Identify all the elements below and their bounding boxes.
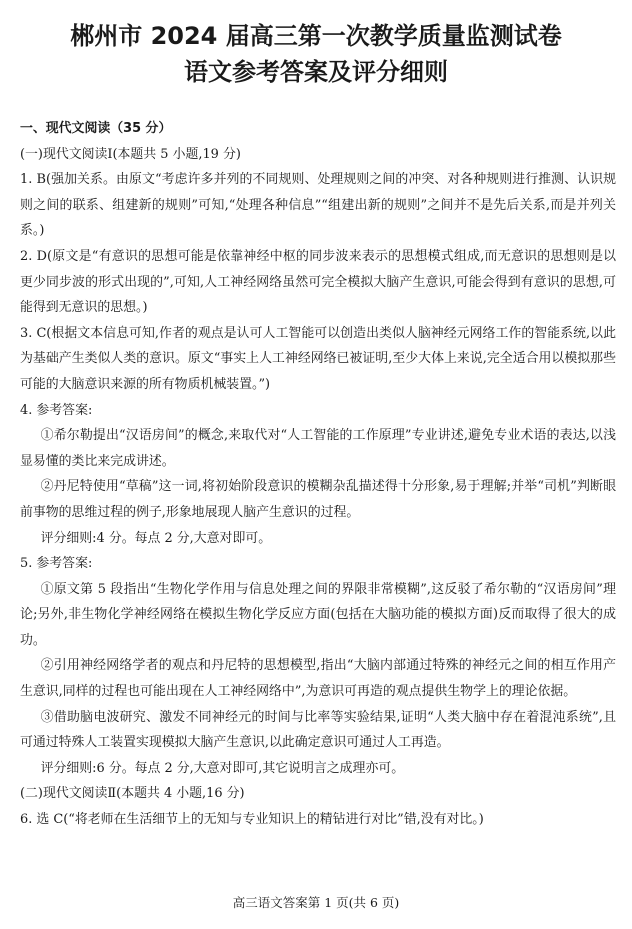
section-heading-modern-reading: 一、现代文阅读（35 分）	[20, 121, 172, 136]
answer-q5-point-3: ③借助脑电波研究、激发不同神经元的时间与比率等实验结果,证明“人类大脑中存在着混沌系统”,且可通过特殊人工装置实现模拟大脑产生意识,以此确定意识可通过人工再造。	[20, 709, 616, 751]
answer-q3: 3. C(根据文本信息可知,作者的观点是认可人工智能可以创造出类似人脑神经元网络工作的智能系统,以此为基础产生类似人类的意识。原文“事实上人工神经网络已被证明,至少大体上来说,完全适合用以模拟那些可能的大脑意识来源的所有物质机械装置。”)	[20, 325, 616, 392]
answer-q4-scoring: 评分细则:4 分。每点 2 分,大意对即可。	[40, 530, 272, 546]
subsection-heading-reading-2: (二)现代文阅读Ⅱ(本题共 4 小题,16 分)	[20, 786, 245, 802]
answer-q2: 2. D(原文是“有意识的思想可能是依靠神经中枢的同步波来表示的思想模式组成,而无意识的思想则是以更少同步波的形式出现的”,可知,人工神经网络虽然可完全模拟大脑产生意识,可能会得到有意识的思想,可能得到无意识的思想。)	[20, 248, 616, 316]
answer-q5-point-1: ①原文第 5 段指出“生物化学作用与信息处理之间的界限非常模糊”,这反驳了希尔勒的“汉语房间”理论;另外,非生物化学神经网络在模拟生物化学反应方面(包括在大脑功能的模拟方面)反而取得了很大的成功。	[20, 581, 616, 648]
answer-q5-scoring: 评分细则:6 分。每点 2 分,大意对即可,其它说明言之成理亦可。	[40, 760, 405, 776]
subsection-heading-reading-1: (一)现代文阅读Ⅰ(本题共 5 小题,19 分)	[20, 146, 241, 162]
answer-body	[20, 116, 616, 833]
document-title: 郴州市 2024 届高三第一次教学质量监测试卷	[70, 22, 562, 50]
answer-q1: 1. B(强加关系。由原文“考虑许多并列的不同规则、处理规则之间的冲突、对各种规则进行推测、认识规则之间的联系、组建新的规则”可知,“处理各种信息”“组建出新的规则”之间并不是先后关系,而是并列关系。)	[20, 172, 616, 239]
answer-q5-heading: 5. 参考答案:	[20, 556, 93, 572]
document-subtitle: 语文参考答案及评分细则	[184, 58, 448, 86]
answer-q5-point-2: ②引用神经网络学者的观点和丹尼特的思想模型,指出“大脑内部通过特殊的神经元之间的相互作用产生意识,同样的过程也可能出现在人工神经网络中”,为意识可再造的观点提供生物学上的理论依据。	[20, 658, 616, 700]
answer-q4-point-1: ①希尔勒提出“汉语房间”的概念,来取代对“人工智能的工作原理”专业讲述,避免专业术语的表达,以浅显易懂的类比来完成讲述。	[20, 428, 616, 469]
page-footer: 高三语文答案第 1 页(共 6 页)	[232, 895, 400, 910]
answer-q4-point-2: ②丹尼特使用“草稿”这一词,将初始阶段意识的模糊杂乱描述得十分形象,易于理解;并举“司机”判断眼前事物的思维过程的例子,形象地展现人脑产生意识的过程。	[20, 479, 616, 520]
answer-q4-heading: 4. 参考答案:	[20, 402, 93, 418]
answer-q6: 6. 选 C(“将老师在生活细节上的无知与专业知识上的精钻进行对比”错,没有对比。)	[20, 812, 484, 828]
